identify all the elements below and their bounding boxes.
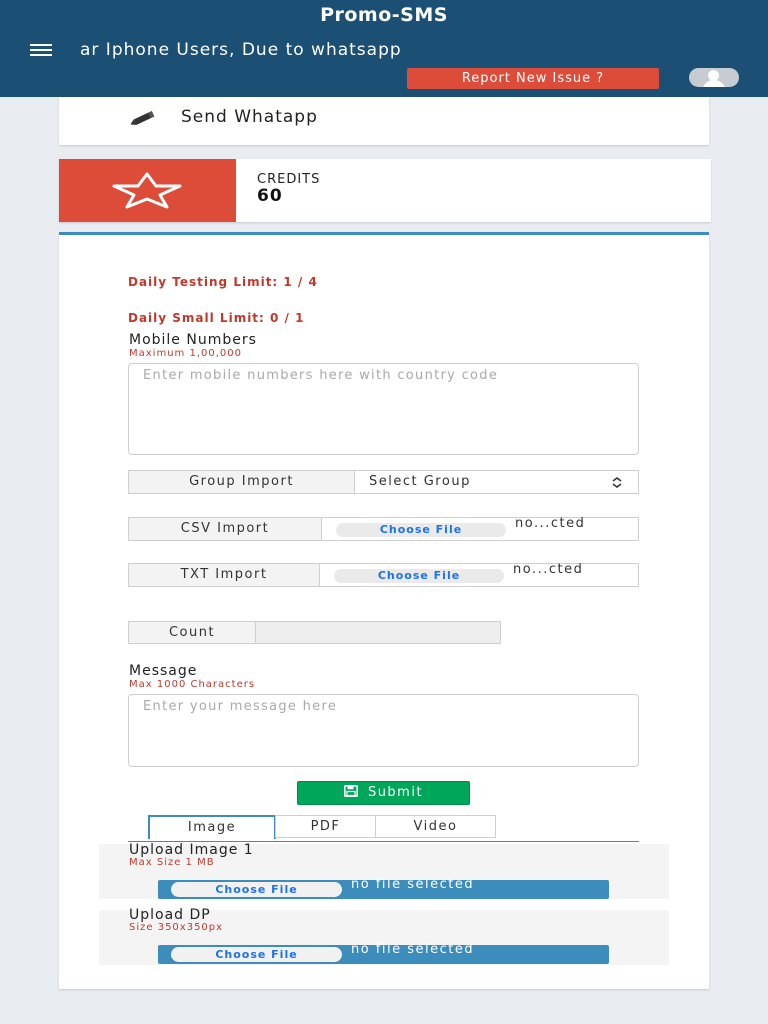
app-title: Promo-SMS — [320, 4, 448, 26]
csv-choose-file-button[interactable]: Choose File — [336, 523, 506, 537]
mobile-numbers-input[interactable] — [128, 363, 639, 455]
txt-file-input[interactable] — [319, 563, 639, 587]
mobile-numbers-hint: Maximum 1,00,000 — [129, 348, 242, 359]
message-label: Message — [129, 663, 198, 679]
submit-label: Submit — [367, 785, 424, 800]
tab-image[interactable]: Image — [148, 815, 276, 839]
count-label: Count — [128, 621, 256, 644]
count-value — [255, 621, 501, 644]
media-tabs — [128, 815, 639, 842]
upload-dp-file-input[interactable] — [158, 942, 609, 964]
txt-import-label: TXT Import — [128, 563, 320, 587]
txt-choose-file-button[interactable]: Choose File — [334, 569, 504, 583]
star-icon — [104, 171, 190, 209]
message-hint: Max 1000 Characters — [129, 679, 256, 690]
count-group — [128, 621, 501, 645]
upload-dp-choose-file-button[interactable]: Choose File — [171, 947, 342, 962]
upload-image-hint: Max Size 1 MB — [129, 857, 215, 868]
csv-import-label: CSV Import — [128, 517, 322, 541]
upload-dp-file-status: no file selected — [351, 942, 475, 957]
tab-video[interactable]: Video — [375, 815, 496, 838]
report-issue-button[interactable]: Report New Issue ? — [407, 68, 659, 89]
hamburger-icon[interactable] — [30, 44, 52, 58]
credits-label: CREDITS — [257, 172, 321, 187]
mobile-numbers-label: Mobile Numbers — [129, 332, 257, 348]
top-header — [0, 0, 768, 97]
upload-image-label: Upload Image 1 — [129, 842, 254, 858]
submit-button[interactable] — [297, 781, 470, 805]
txt-file-status: no...cted — [513, 562, 584, 577]
txt-import-group — [128, 563, 639, 587]
user-avatar-icon[interactable] — [689, 68, 739, 87]
group-import-label: Group Import — [128, 470, 355, 494]
tab-pdf[interactable]: PDF — [275, 815, 376, 838]
upload-image-file-input[interactable] — [158, 877, 609, 899]
pencil-icon — [128, 109, 160, 127]
daily-small-limit: Daily Small Limit: 0 / 1 — [128, 311, 305, 325]
daily-testing-limit: Daily Testing Limit: 1 / 4 — [128, 275, 318, 289]
upload-dp-hint: Size 350x350px — [129, 922, 224, 933]
message-input[interactable] — [128, 694, 639, 767]
floppy-disk-icon — [344, 785, 358, 797]
upload-image-choose-file-button[interactable]: Choose File — [171, 882, 342, 897]
group-import-group — [128, 470, 639, 494]
group-select-value: Select Group — [369, 474, 471, 489]
select-arrows-icon — [610, 475, 624, 489]
csv-file-input[interactable] — [321, 517, 639, 541]
upload-image-file-status: no file selected — [351, 877, 475, 892]
credits-value: 60 — [257, 186, 283, 206]
csv-import-group — [128, 517, 639, 541]
group-select[interactable] — [354, 470, 639, 494]
upload-dp-label: Upload DP — [129, 907, 211, 923]
announcement-marquee: ar Iphone Users, Due to whatsapp — [80, 40, 402, 60]
send-whatapp-label: Send Whatapp — [181, 107, 318, 127]
csv-file-status: no...cted — [515, 516, 586, 531]
